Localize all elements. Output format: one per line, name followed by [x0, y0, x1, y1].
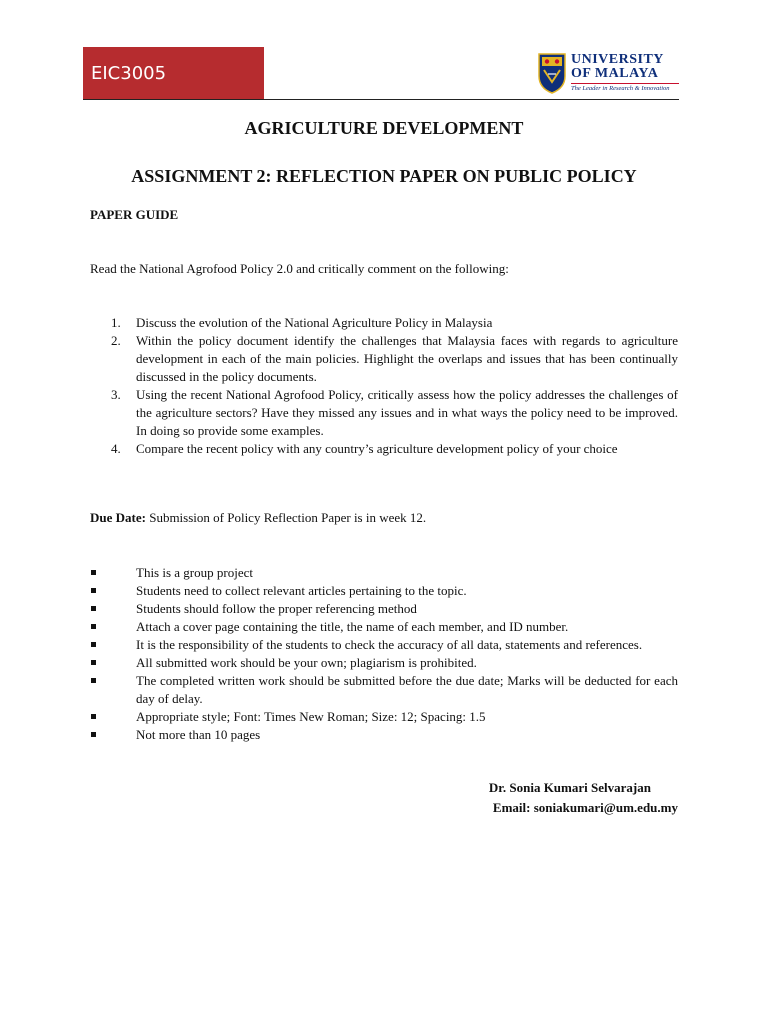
- list-item-text: Compare the recent policy with any country’s agriculture development policy of your choice: [136, 441, 618, 456]
- list-item: [90, 582, 678, 600]
- university-crest-icon: [537, 52, 567, 94]
- list-item-number: 2.: [111, 333, 121, 348]
- university-name-line1: UNIVERSITY: [571, 52, 664, 67]
- list-item-text: Students need to collect relevant articles pertaining to the topic.: [136, 583, 467, 598]
- course-title: AGRICULTURE DEVELOPMENT: [244, 118, 524, 138]
- course-code: EIC3005: [91, 62, 167, 84]
- square-bullet-icon: [91, 588, 96, 593]
- list-item: [90, 672, 678, 708]
- list-item: [90, 636, 678, 654]
- square-bullet-icon: [91, 660, 96, 665]
- due-date: [90, 510, 426, 526]
- square-bullet-icon: [91, 570, 96, 575]
- list-item-number: 4.: [111, 441, 121, 456]
- list-item: [100, 440, 678, 458]
- due-date-text: Submission of Policy Reflection Paper is in week 12.: [145, 510, 427, 525]
- list-item: [100, 386, 678, 440]
- paper-guide-heading: PAPER GUIDE: [90, 207, 179, 222]
- list-item-text: Discuss the evolution of the National Agriculture Policy in Malaysia: [136, 315, 493, 330]
- list-item-text: Not more than 10 pages: [136, 727, 261, 742]
- list-item-text: Attach a cover page containing the title, the name of each member, and ID number.: [136, 619, 569, 634]
- list-item: [100, 314, 678, 332]
- list-item-text: All submitted work should be your own; plagiarism is prohibited.: [136, 655, 477, 670]
- list-item-number: 3.: [111, 387, 121, 402]
- intro-paragraph: Read the National Agrofood Policy 2.0 and critically comment on the following:: [90, 261, 509, 276]
- course-code-banner: [83, 47, 264, 99]
- author-email: Email: soniakumari@um.edu.my: [492, 800, 678, 815]
- square-bullet-icon: [91, 642, 96, 647]
- list-item-text: Within the policy document identify the challenges that Malaysia faces with regards to agriculture development in each of the main policies. Highlight the overlaps and issues that has been continually discussed in the policy documents.: [136, 333, 678, 384]
- square-bullet-icon: [91, 678, 96, 683]
- list-item: [90, 564, 678, 582]
- list-item: [90, 708, 678, 726]
- list-item: [90, 618, 678, 636]
- list-item-text: Appropriate style; Font: Times New Roman; Size: 12; Spacing: 1.5: [136, 709, 486, 724]
- square-bullet-icon: [91, 714, 96, 719]
- square-bullet-icon: [91, 732, 96, 737]
- university-logo: [537, 52, 679, 96]
- due-date-label: Due Date:: [90, 510, 146, 525]
- list-item-text: It is the responsibility of the students to check the accuracy of all data, statements and references.: [136, 637, 643, 652]
- list-item-number: 1.: [111, 315, 121, 330]
- university-name-line2: OF MALAYA: [571, 66, 659, 81]
- signature-block: [489, 778, 678, 818]
- assignment-title: ASSIGNMENT 2: REFLECTION PAPER ON PUBLIC POLICY: [131, 166, 637, 186]
- list-item-text: The completed written work should be submitted before the due date; Marks will be deducted for each day of delay.: [136, 673, 678, 706]
- square-bullet-icon: [91, 606, 96, 611]
- list-item: [90, 726, 678, 744]
- university-tagline: The Leader in Research & Innovation: [571, 85, 670, 92]
- list-item-text: This is a group project: [136, 565, 253, 580]
- square-bullet-icon: [91, 624, 96, 629]
- list-item: [90, 654, 678, 672]
- list-item-text: Students should follow the proper referencing method: [136, 601, 417, 616]
- author-name: Dr. Sonia Kumari Selvarajan: [488, 780, 651, 795]
- list-item-text: Using the recent National Agrofood Policy, critically assess how the policy addresses the challenges of the agriculture sectors? Have they missed any issues and in what ways the policy need to be improved. In doing so provide some examples.: [136, 387, 678, 438]
- rules-list: [90, 564, 678, 744]
- university-name: [571, 53, 681, 81]
- list-item: [100, 332, 678, 386]
- list-item: [90, 600, 678, 618]
- question-list: [100, 314, 678, 458]
- header-divider: [83, 99, 679, 100]
